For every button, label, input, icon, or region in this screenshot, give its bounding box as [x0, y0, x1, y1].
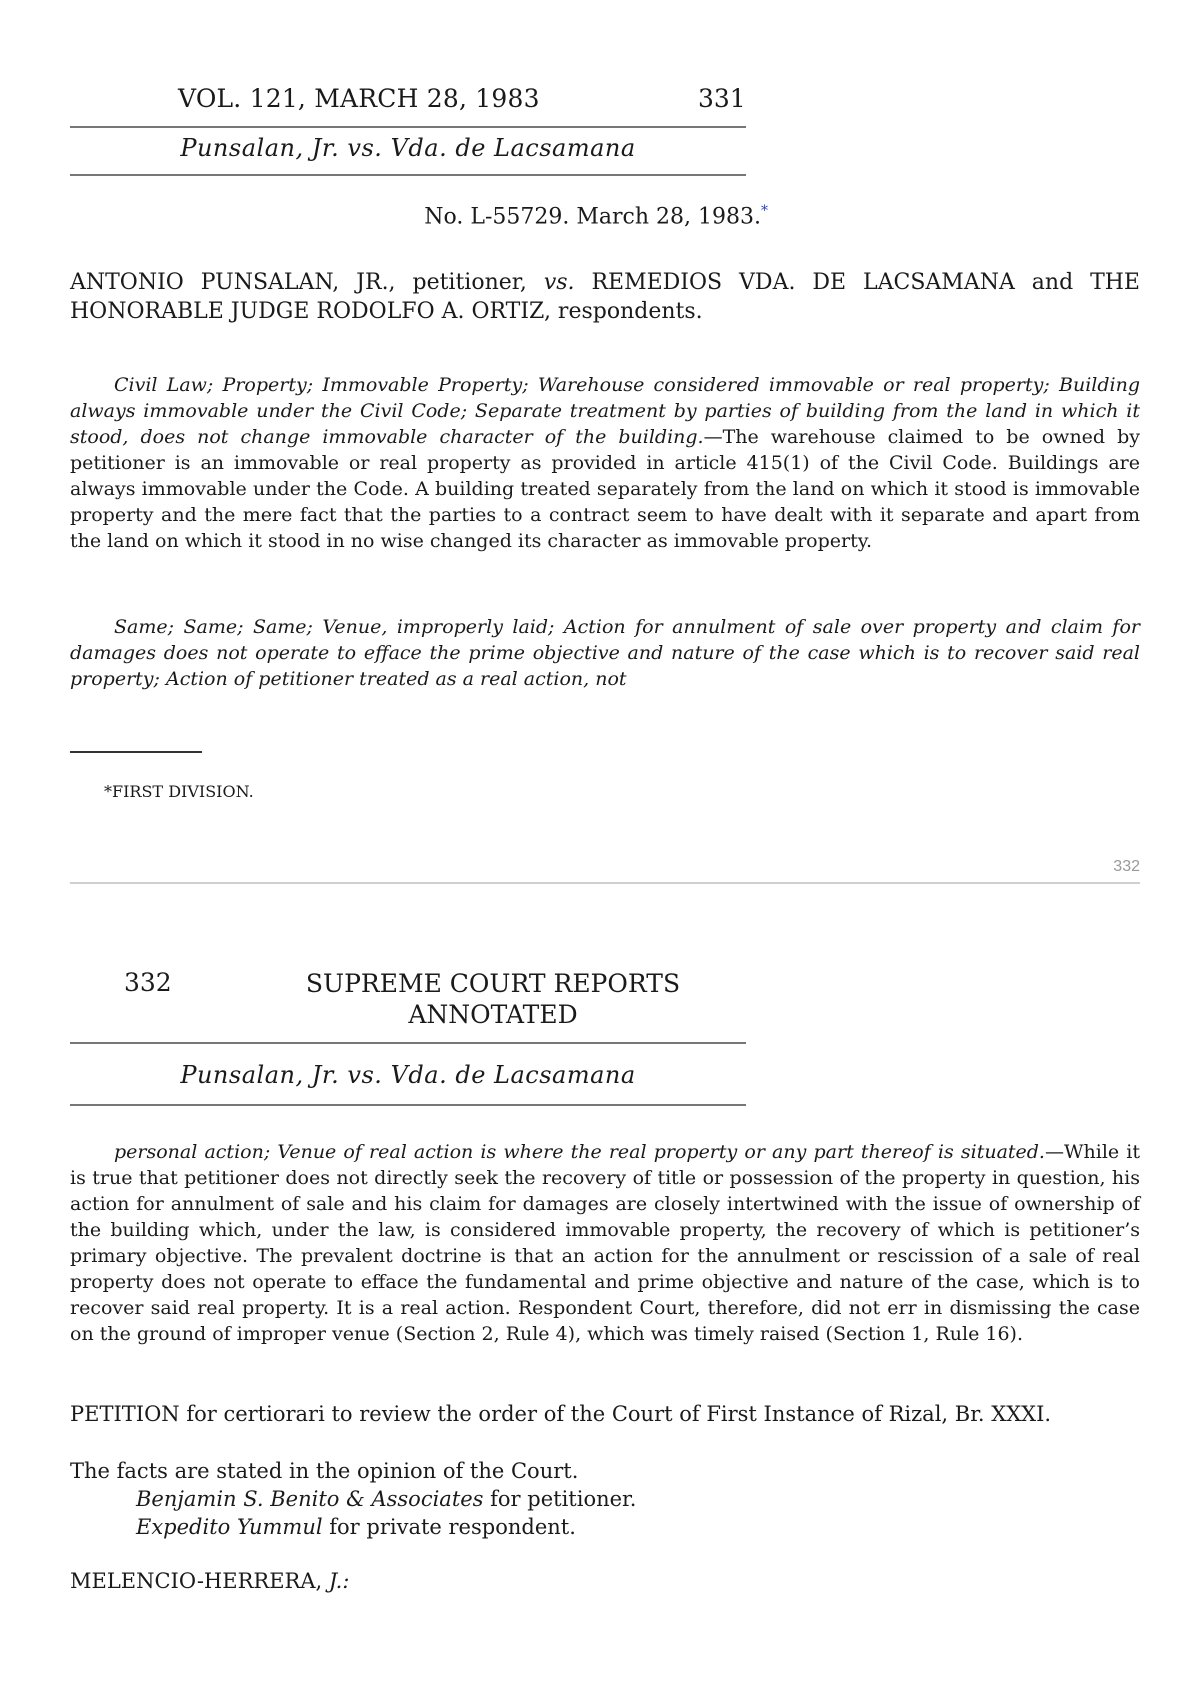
page-separator-number: 332 [1113, 858, 1140, 875]
parties [70, 268, 1140, 326]
counsel-respondent-name: Expedito Yummul [136, 1515, 323, 1539]
counsel-respondent-role: for private respondent. [322, 1515, 576, 1539]
header-rule-bottom [70, 174, 746, 176]
footnote-link[interactable]: * [761, 203, 768, 219]
syllabus-2-keywords: Same; Same; Same; Venue, improperly laid; Action for annulment of sale over property and claim for damages does not operate to efface the prime objective and nature of the case which is to recover said real property; Action of petitioner treated as a real action, not [70, 616, 1140, 690]
syllabus-paragraph-2 [70, 614, 1140, 692]
header-rule-bottom-2 [70, 1104, 746, 1106]
footnote-rule [70, 751, 202, 753]
counsel-petitioner [136, 1487, 636, 1511]
syllabus-1-text: —The warehouse claimed to be owned by petitioner is an immovable or real property as provided in article 415(1) of the Civil Code. Buildings are always immovable under the Code. A building treated separately from the land on which it stood is immovable property and the mere fact that the parties to a contract seem to have dealt with it separate and apart from the land on which it stood in no wise changed its character as immovable property. [70, 426, 1141, 552]
ponente-title: J.: [328, 1569, 350, 1593]
counsel-petitioner-role: for petitioner. [483, 1487, 637, 1511]
footnote-text: *FIRST DIVISION. [104, 782, 254, 801]
counsel-petitioner-name: Benjamin S. Benito & Associates [136, 1487, 484, 1511]
case-number [70, 203, 1140, 229]
running-header-title: SUPREME COURT REPORTS ANNOTATED [305, 969, 681, 1029]
syllabus-paragraph-3 [70, 1139, 1140, 1347]
syllabus-3-text: —While it is true that petitioner does not directly seek the recovery of title or possession of the property in question, his action for annulment of sale and his claim for damages are closely intertwined with the issue of ownership of the building which, under the law, is considered immovable property, the recovery of which is petitioner’s primary objective. The prevalent doctrine is that an action for the annulment or rescission of a sale of real property does not operate to efface the fundamental and prime objective and nature of the case, which is to recover said real property. It is a real action. Respondent Court, therefore, did not err in dismissing the case on the ground of improper venue (Section 2, Rule 4), which was timely raised (Section 1, Rule 16). [70, 1141, 1140, 1345]
header-rule-top-2 [70, 1042, 746, 1044]
counsel-respondent [136, 1515, 576, 1539]
case-caption: Punsalan, Jr. vs. Vda. de Lacsamana [180, 134, 636, 162]
syllabus-paragraph-1 [70, 372, 1140, 554]
running-header-page-number-2: 332 [124, 968, 172, 997]
syllabus-3-keywords: personal action; Venue of real action is where the real property or any part thereof is situated. [114, 1141, 1045, 1163]
page-separator-line [70, 882, 1140, 884]
running-header-page-number: 331 [698, 84, 746, 113]
facts-line: The facts are stated in the opinion of the Court. [70, 1459, 579, 1483]
syllabus-1-keywords: Civil Law; Property; Immovable Property; Warehouse considered immovable or real property; Building always immovable under the Civil Code; Separate treatment by parties of building from the land in which it stood, does not change immovable character of the building. [70, 374, 1140, 448]
case-caption-2: Punsalan, Jr. vs. Vda. de Lacsamana [180, 1061, 636, 1089]
parties-petitioner: ANTONIO PUNSALAN, JR., petitioner, [70, 270, 544, 295]
petition-line: PETITION for certiorari to review the order of the Court of First Instance of Rizal, Br. XXXI. [70, 1402, 1052, 1426]
running-header-volume: VOL. 121, MARCH 28, 1983 [178, 84, 540, 113]
case-number-text: No. L-55729. March 28, 1983. [424, 204, 761, 230]
parties-vs: vs. [543, 270, 575, 295]
parties-respondents: REMEDIOS VDA. DE LACSAMANA and THE HONORABLE JUDGE RODOLFO A. ORTIZ, respondents. [70, 270, 1140, 324]
header-rule-top [70, 126, 746, 128]
ponente-name: MELENCIO-HERRERA, [70, 1569, 329, 1593]
ponente-line [70, 1569, 1140, 1593]
